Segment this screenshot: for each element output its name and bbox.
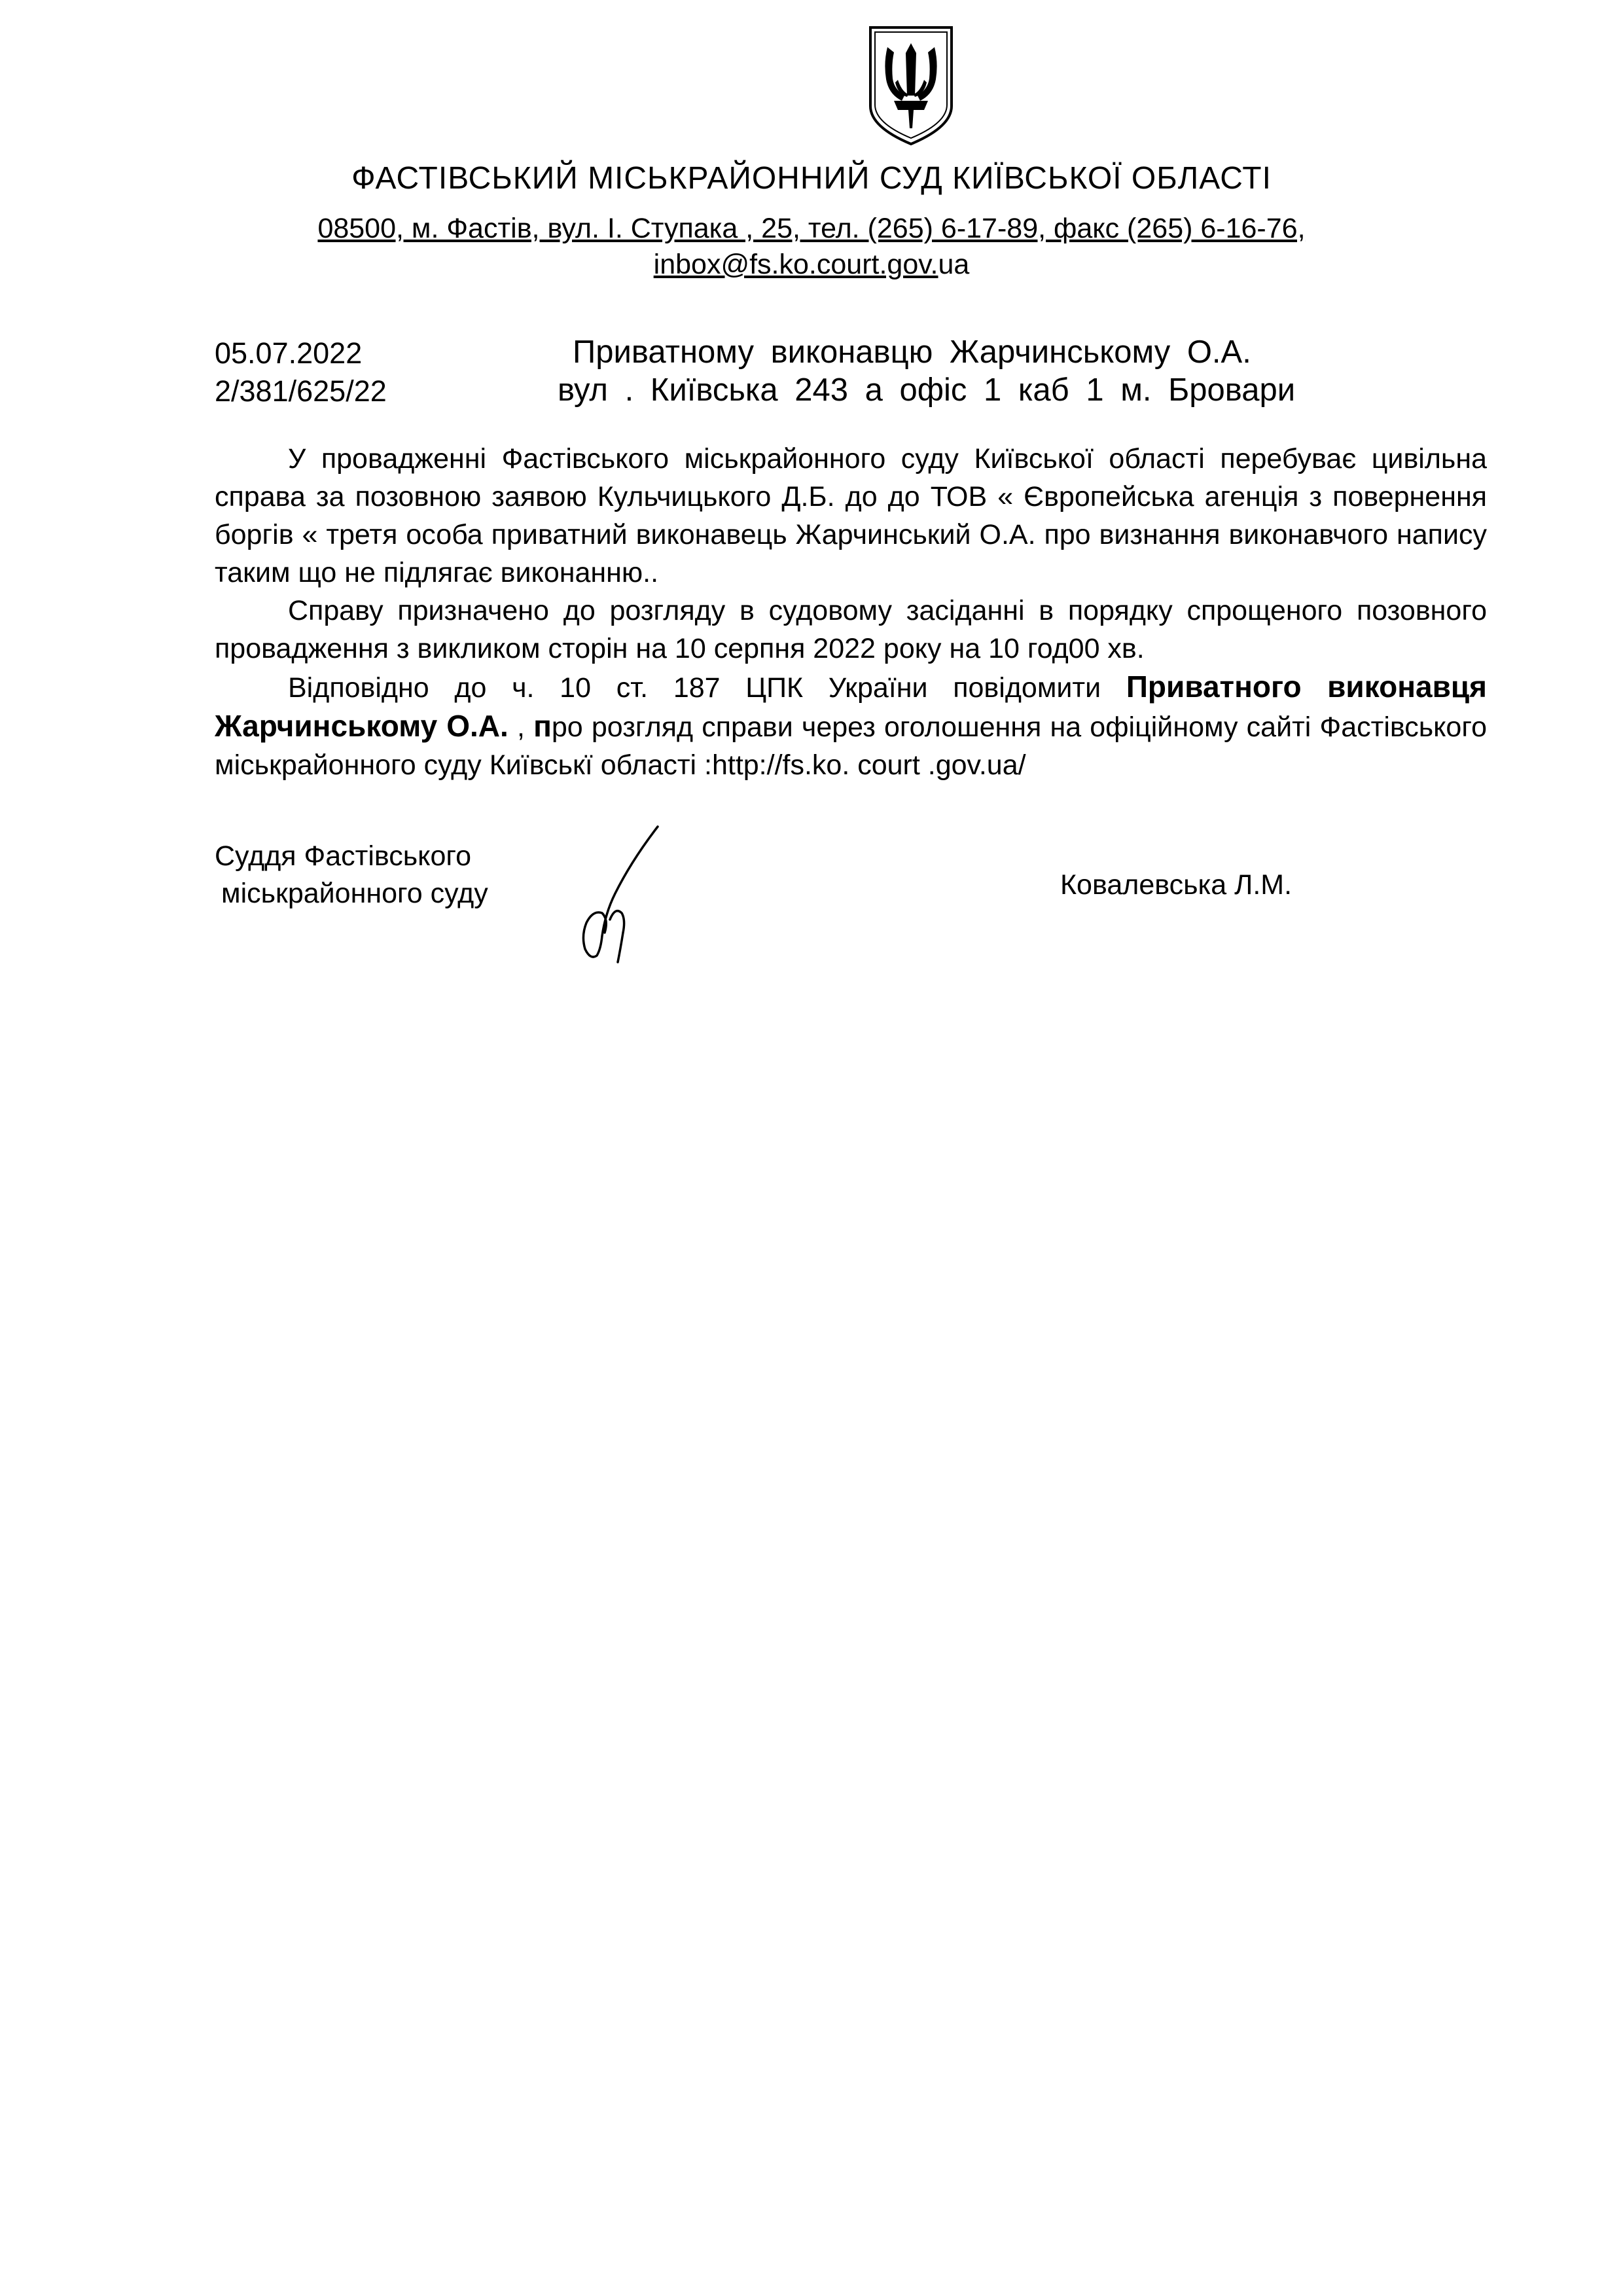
document-date: 05.07.2022 (215, 336, 363, 370)
judge-title-line2: міськрайонного суду (221, 878, 488, 909)
court-name: ФАСТІВСЬКИЙ МІСЬКРАЙОННИЙ СУД КИЇВСЬКОЇ ОБЛАСТІ (351, 161, 1272, 196)
handwritten-signature (569, 821, 668, 965)
recipient-address: вул . Київська 243 а офіс 1 каб 1 м. Бровари (558, 372, 1296, 408)
recipient-name: Приватному виконавцю Жарчинському О.А. (573, 334, 1251, 370)
court-email (0, 249, 1623, 281)
court-address: 08500, м. Фастів, вул. І. Ступака , 25, тел. (265) 6-17-89, факс (265) 6-16-76, (317, 213, 1306, 244)
notification-recipient-bold: Приватного виконавця Жарчинському О.А. (215, 670, 1487, 743)
judge-title (215, 838, 488, 912)
document-number: 2/381/625/22 (215, 374, 387, 408)
judge-name: Ковалевська Л.М. (1060, 869, 1293, 901)
court-email-link[interactable]: inbox@fs.ko.court.gov. (653, 249, 938, 280)
paragraph-case-description: У провадженні Фастівського міськрайонного суду Київської області перебуває цивільна справа за позовною заявою Кульчицького Д.Б. до до ТОВ « Європейська агенція з повернення боргів « третя особа приватний виконавець Жарчинський О.А. про визнання виконавчого напису таким що не підлягає виконанню.. (215, 443, 1487, 588)
notification-text-end: ро розгляд справи через оголошення на офіційному сайті Фастівського міськрайонного суду Київськї області :http://fs.ko. court .gov.ua/ (215, 711, 1488, 781)
paragraph-hearing-schedule: Справу призначено до розгляду в судовому засіданні в порядку спрощеного позовного провадження з викликом сторін на 10 серпня 2022 року на 10 год00 хв. (215, 595, 1487, 664)
notification-text-start: Відповідно до ч. 10 ст. 187 ЦПК України повідомити (288, 672, 1126, 704)
notification-text-mid: , (508, 711, 534, 743)
paragraph-notification (215, 668, 1487, 784)
letter-body (215, 440, 1487, 784)
notification-bold-letter: п (533, 709, 552, 743)
judge-title-line1: Суддя Фастівського (215, 840, 472, 872)
court-email-tld: ua (938, 249, 970, 280)
trident-coat-of-arms-icon (865, 24, 957, 148)
